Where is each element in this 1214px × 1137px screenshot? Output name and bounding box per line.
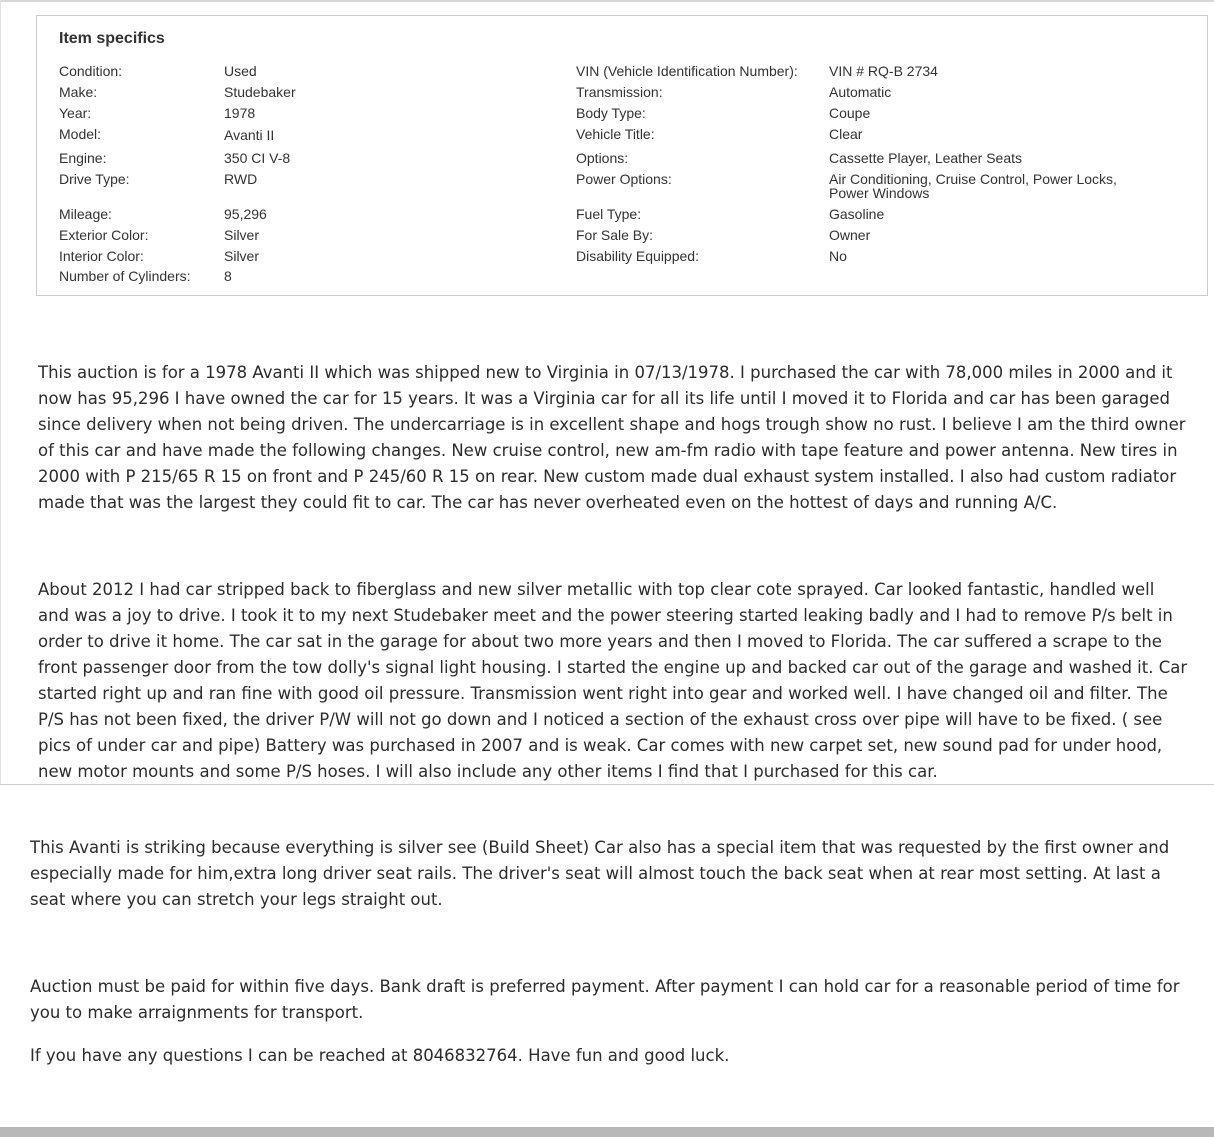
spec-label: Condition: (59, 63, 123, 79)
top-divider (0, 0, 1214, 2)
spec-label: Number of Cylinders: (59, 268, 191, 284)
spec-label: VIN (Vehicle Identification Number): (576, 63, 798, 79)
description-paragraph-condition: About 2012 I had car stripped back to fiberglass and new silver metallic with top clear cote sprayed. Car looked fantastic, handled well and was a joy to drive. I took it to my next Studebaker meet and the power steering started leaking badly and I had to remove P/s belt in order to drive it home. The car sat in the garage for about two more years and then I moved to Florida. The car suffered a scrape to the front passenger door from the tow dolly's signal light housing. I started the engine up and backed car out of the garage and washed it. Car started right up and ran fine with good oil pressure. Transmission went right into gear and worked well. I have changed oil and filter. The P/S has not been fixed, the driver P/W will not go down and I noticed a section of the exhaust cross over pipe will have to be fixed. ( see pics of under car and pipe) Battery was purchased in 2007 and is weak. Car comes with new carpet set, new sound pad for under hood, new motor mounts and some P/S hoses. I will also include any other items I find that I purchased for this car. (38, 580, 1188, 781)
spec-value: Coupe (829, 105, 871, 121)
spec-value: Silver (224, 227, 260, 243)
spec-value: 350 CI V-8 (224, 150, 291, 166)
spec-value: Cassette Player, Leather Seats (829, 150, 1022, 166)
spec-value: VIN # RQ-B 2734 (829, 63, 938, 79)
spec-label: For Sale By: (576, 227, 654, 243)
spec-label: Interior Color: (59, 248, 144, 264)
bottom-bar (0, 1127, 1214, 1137)
spec-label: Model: (59, 126, 102, 142)
spec-label: Power Options: (576, 171, 672, 187)
spec-value: Owner (829, 227, 871, 243)
spec-value: Studebaker (224, 84, 296, 100)
spec-value: Avanti II (224, 127, 275, 143)
description-paragraph-history: This auction is for a 1978 Avanti II which was shipped new to Virginia in 07/13/1978. I purchased the car with 78,000 miles in 2000 and it now has 95,296 I have owned the car for 15 years. It was a Virginia car for all its life until I moved it to Florida and car has been garaged since delivery when not being driven. The undercarriage is in excellent shape and hogs trough show no rust. I believe I am the third owner of this car and have made the following changes. New cruise control, new am-fm radio with tape feature and power antenna. New tires in 2000 with P 215/65 R 15 on front and P 245/60 R 15 on rear. New custom made dual exhaust system installed. I also had custom radiator made that was the largest they could fit to car. The car has never overheated even on the hottest of days and running A/C. (38, 363, 1186, 512)
spec-value: Clear (829, 126, 863, 142)
spec-value: Used (224, 63, 257, 79)
spec-label: Transmission: (576, 84, 663, 100)
description-paragraph-payment: Auction must be paid for within five days. Bank draft is preferred payment. After payment I can hold car for a reasonable period of time for you to make arraignments for transport. (30, 977, 1180, 1022)
section-divider (0, 784, 1214, 785)
spec-label: Fuel Type: (576, 206, 642, 222)
spec-value: Silver (224, 248, 260, 264)
spec-label: Mileage: (59, 206, 112, 222)
description-paragraph-features: This Avanti is striking because everything is silver see (Build Sheet) Car also has a special item that was requested by the first owner and especially made for him,extra long driver seat rails. The driver's seat will almost touch the back seat when at rear most setting. At last a seat where you can stretch your legs straight out. (30, 838, 1170, 909)
spec-label: Drive Type: (59, 171, 130, 187)
spec-label: Year: (59, 105, 92, 121)
item-specifics-panel (36, 15, 1208, 296)
spec-label: Body Type: (576, 105, 646, 121)
item-specifics-title: Item specifics (59, 30, 165, 47)
spec-label: Exterior Color: (59, 227, 149, 243)
description-paragraph-contact: If you have any questions I can be reached at 8046832764. Have fun and good luck. (30, 1046, 730, 1065)
spec-label: Vehicle Title: (576, 126, 655, 142)
spec-label: Make: (59, 84, 98, 100)
spec-value: 1978 (224, 105, 256, 121)
spec-label: Disability Equipped: (576, 248, 699, 264)
spec-value: 8 (224, 268, 232, 284)
spec-label: Options: (576, 150, 629, 166)
spec-value: RWD (224, 171, 258, 187)
spec-value: Automatic (829, 84, 892, 100)
spec-value: No (829, 248, 847, 264)
spec-value: 95,296 (224, 206, 267, 222)
spec-label: Engine: (59, 150, 107, 166)
left-frame-border (0, 0, 1, 784)
spec-value: Air Conditioning, Cruise Control, Power Locks, Power Windows (829, 171, 1117, 201)
spec-value: Gasoline (829, 206, 885, 222)
